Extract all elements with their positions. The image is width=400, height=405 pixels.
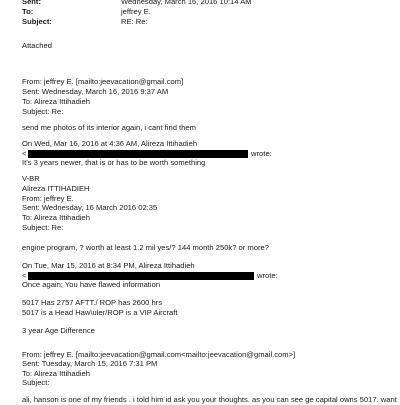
sent-value: Wednesday, March 16, 2016 10:14 AM: [121, 0, 252, 6]
msg1-to: To: Alireza Ittihadieh: [22, 97, 90, 106]
msg1-sent: Sent: Wednesday, March 16, 2016 9:37 AM: [22, 87, 169, 96]
msg4-text3: 5017 is a Head Haw\uler/ROP is a VIP Aircraft: [22, 308, 178, 317]
msg5-subject: Subject:: [22, 378, 50, 387]
msg4-lt: <: [22, 271, 27, 280]
msg3-text: engine program, ? worth at least 1.2 mil yes/? 144 month 250k? or more?: [22, 243, 269, 252]
msg3-to: To: Alireza Ittihadieh: [22, 213, 90, 222]
msg3-subject: Subject: Re:: [22, 223, 64, 232]
msg5-text: ali, hanson is one of my friends . i told him id ask you your thoughts. as you can see ge capital owns 5017. want: [22, 395, 397, 404]
msg5-sent: Sent: Tuesday, March 15, 2016 7:31 PM: [22, 359, 158, 368]
sent-label: Sent:: [22, 0, 41, 6]
msg4-wrote: wrote:: [257, 271, 278, 280]
msg4-text1: Once again; You have flawed information: [22, 280, 161, 289]
msg5-to: To: Alireza Ittihadieh: [22, 369, 90, 378]
msg1-from: From: jeffrey E. [mailto:jeevacation@gmail.com]: [22, 77, 184, 86]
subject-value: RE: Re:: [121, 17, 148, 26]
to-label: To:: [22, 7, 34, 16]
msg2-text: It's 3 years newer, that is or has to be worth something: [22, 158, 206, 167]
msg5-from: From: jeffrey E. [mailto:jeevacation@gmail.com<mailto:jeevacation@gmail.com>]: [22, 350, 296, 359]
signature-vbr: V-BR: [22, 174, 40, 183]
redaction-bar: [28, 150, 248, 158]
msg1-text: send me photos of its interior again, i cant find them: [22, 123, 196, 132]
msg4-text2: 5017 Has 2757 AFTT./ ROP has 2600 hrs: [22, 298, 163, 307]
signature-name: Alireza ITTIHADIEH: [22, 184, 90, 193]
to-value: jeffrey E.: [121, 7, 151, 16]
msg4-text4: 3 year Age Difference: [22, 326, 95, 335]
msg1-subject: Subject: Re:: [22, 107, 64, 116]
msg2-on-line: On Wed, Mar 16, 2016 at 4:36 AM, Alireza Ittihadieh: [22, 139, 198, 148]
attached-text: Attached: [22, 41, 52, 50]
msg2-wrote: wrote:: [251, 149, 272, 158]
msg3-from: From: jeffrey E.: [22, 194, 74, 203]
msg3-sent: Sent: Wednesday, 16 March 2016 02:35: [22, 203, 158, 212]
msg2-lt: <: [22, 149, 27, 158]
msg4-on-line: On Tue, Mar 15, 2016 at 8:34 PM, Alireza Ittihadieh: [22, 261, 195, 270]
redaction-bar: [28, 272, 254, 280]
subject-label: Subject:: [22, 17, 52, 26]
